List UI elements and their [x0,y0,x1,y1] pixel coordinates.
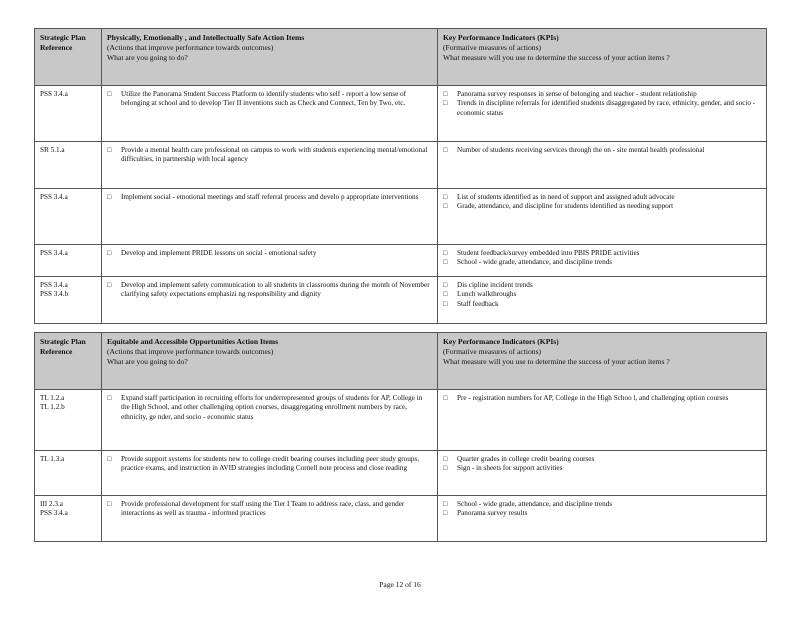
bullet-icon: □ [107,281,112,289]
section-subtitle: (Actions that improve performance towards outcomes) [107,346,274,356]
kpi-item-text: Pre - registration numbers for AP, College in the High Schoo l, and challenging option courses [457,394,729,402]
action-item [107,500,432,519]
action-item-cell [102,189,438,245]
section-subtitle: (Actions that improve performance towards outcomes) [107,42,274,52]
kpi-cell [438,245,767,277]
action-row [35,189,767,245]
kpi-item-text: School - wide grade, attendance, and discipline trends [457,500,613,508]
action-row [35,496,767,542]
bullet-icon: □ [107,146,112,154]
header-kpi-cell [438,333,767,390]
reference-cell: PSS 3.4.a PSS 3.4.b [35,277,102,324]
kpi-item-text: School - wide grade, attendance, and discipline trends [457,258,613,267]
reference-cell: PSS 3.4.a [35,86,102,142]
action-item-cell [102,390,438,451]
kpi-item-text: Student feedback/survey embedded into PBIS PRIDE activities [457,249,640,257]
kpi-item [443,202,761,211]
header-reference-cell [35,29,102,86]
bullet-icon: □ [443,394,448,402]
kpi-item [443,281,761,290]
reference-cell: TL 1.3.a [35,451,102,496]
kpi-question: What measure will you use to determine the success of your action items ? [443,52,670,62]
action-item-cell [102,451,438,496]
action-row [35,277,767,324]
kpi-item-text: List of students identified as in need of support and assigned adult advocate [457,193,675,201]
bullet-icon: □ [443,249,448,257]
reference-cell: SR 5.1.a [35,142,102,189]
bullet-icon: □ [443,146,448,154]
section-header-row [35,333,767,390]
header-reference-label: Strategic Plan Reference [40,337,86,356]
header-reference-cell [35,333,102,390]
reference-cell: TL 1.2.a TL 1.2.b [35,390,102,451]
kpi-item [443,193,761,202]
kpi-item-text: Trends in discipline referrals for identified students disaggregated by race, ethnicity, gender, and socio - economic status [457,99,756,117]
kpi-cell [438,277,767,324]
kpi-cell [438,189,767,245]
bullet-icon: □ [107,455,112,463]
section-question: What are you going to do? [107,52,188,62]
bullet-icon: □ [443,258,448,267]
kpi-question: What measure will you use to determine the success of your action items ? [443,356,670,366]
kpi-item [443,258,761,267]
section-question: What are you going to do? [107,356,188,366]
section-title: Physically, Emotionally , and Intellectually Safe Action Items [107,33,305,42]
kpi-item [443,500,761,509]
action-plan-table [34,28,767,542]
bullet-icon: □ [443,202,448,211]
header-reference-label: Strategic Plan Reference [40,33,86,52]
kpi-subtitle: (Formative measures of actions) [443,42,542,52]
bullet-icon: □ [443,509,448,518]
header-kpi-cell [438,29,767,86]
header-actions-cell [102,29,438,86]
section-header-row [35,29,767,86]
action-item-text: Provide professional development for staff using the Tier I Team to address race, class, and gender interactions as well as trauma - informed practices [121,500,405,518]
action-item [107,455,432,474]
reference-cell: PSS 3.4.a [35,189,102,245]
action-item [107,193,432,202]
bullet-icon: □ [443,290,448,299]
action-item-text: Develop and implement PRIDE lessons on social - emotional safety [121,249,317,257]
action-item-text: Provide a mental health care professional on campus to work with students experiencing mental/emotional difficulties, in partnership with local agency [121,146,428,164]
bullet-icon: □ [443,99,448,108]
kpi-title: Key Performance Indicators (KPIs) [443,33,559,42]
kpi-cell [438,451,767,496]
kpi-item-text: Grade, attendance, and discipline for students identified as needing support [457,202,674,211]
kpi-item [443,455,761,464]
action-item-cell [102,86,438,142]
action-item [107,90,432,109]
bullet-icon: □ [443,193,448,201]
kpi-item-text: Lunch walkthroughs [457,290,517,299]
kpi-item [443,300,761,309]
section-spacer [35,324,767,333]
kpi-cell [438,390,767,451]
action-row [35,390,767,451]
bullet-icon: □ [107,193,112,201]
action-item-text: Utilize the Panorama Student Success Platform to identify students who self - report a low sense of belonging at school and to develop Tier II inventions such as Check and Connect, Ten by Two, etc. [121,90,407,108]
action-item-text: Implement social - emotional meetings and staff referral process and develo p appropriate interventions [121,193,419,201]
kpi-item [443,394,761,403]
kpi-cell [438,496,767,542]
kpi-item-text: Dis cipline incident trends [457,281,533,289]
action-item-cell [102,245,438,277]
action-row [35,245,767,277]
kpi-cell [438,86,767,142]
kpi-item [443,99,761,118]
kpi-item-text: Sign - in sheets for support activities [457,464,563,473]
kpi-cell [438,142,767,189]
bullet-icon: □ [443,455,448,463]
kpi-item-text: Panorama survey results [457,509,528,518]
bullet-icon: □ [443,281,448,289]
action-row [35,86,767,142]
kpi-title: Key Performance Indicators (KPIs) [443,337,559,346]
bullet-icon: □ [107,249,112,257]
action-item-text: Develop and implement safety communication to all students in classrooms during the month of November clarifying safety expectations emphasizi ng responsibility and dignity [121,281,430,299]
action-item [107,394,432,422]
action-item-cell [102,496,438,542]
kpi-item [443,290,761,299]
bullet-icon: □ [443,500,448,508]
page-footer: Page 12 of 16 [379,580,421,589]
kpi-subtitle: (Formative measures of actions) [443,346,542,356]
action-item-text: Provide support systems for students new to college credit bearing courses including peer study groups, practice exams, and instruction in AVID strategies including Cornell note process and close reading [121,455,420,473]
action-row [35,451,767,496]
kpi-item [443,90,761,99]
bullet-icon: □ [443,299,448,308]
kpi-item-text: Staff feedback [457,299,499,308]
header-actions-cell [102,333,438,390]
reference-cell: III 2.3.a PSS 3.4.a [35,496,102,542]
kpi-item [443,146,761,155]
kpi-item [443,249,761,258]
bullet-icon: □ [443,464,448,473]
section-title: Equitable and Accessible Opportunities Action Items [107,337,279,346]
action-row [35,142,767,189]
bullet-icon: □ [107,394,112,402]
action-item [107,281,432,300]
spacer-cell [35,324,767,333]
bullet-icon: □ [107,90,112,98]
reference-cell: PSS 3.4.a [35,245,102,277]
action-item-text: Expand staff participation in recruiting efforts for underrepresented groups of students for AP, College in the High School, and other challenging option courses, disaggregating enrollment numbers by race, ethnicity, ge nder, and socio - economic status [121,394,423,421]
action-item-cell [102,142,438,189]
kpi-item-text: Panorama survey responses in sense of belonging and teacher - student relationship [457,90,697,98]
kpi-item-text: Quarter grades in college credit bearing courses [457,455,595,463]
kpi-item [443,464,761,473]
document-page [34,28,766,542]
action-item [107,146,432,165]
bullet-icon: □ [107,500,112,508]
kpi-item [443,509,761,518]
kpi-item-text: Number of students receiving services through the on - site mental health professional [457,146,705,154]
action-item [107,249,432,258]
action-item-cell [102,277,438,324]
bullet-icon: □ [443,90,448,98]
